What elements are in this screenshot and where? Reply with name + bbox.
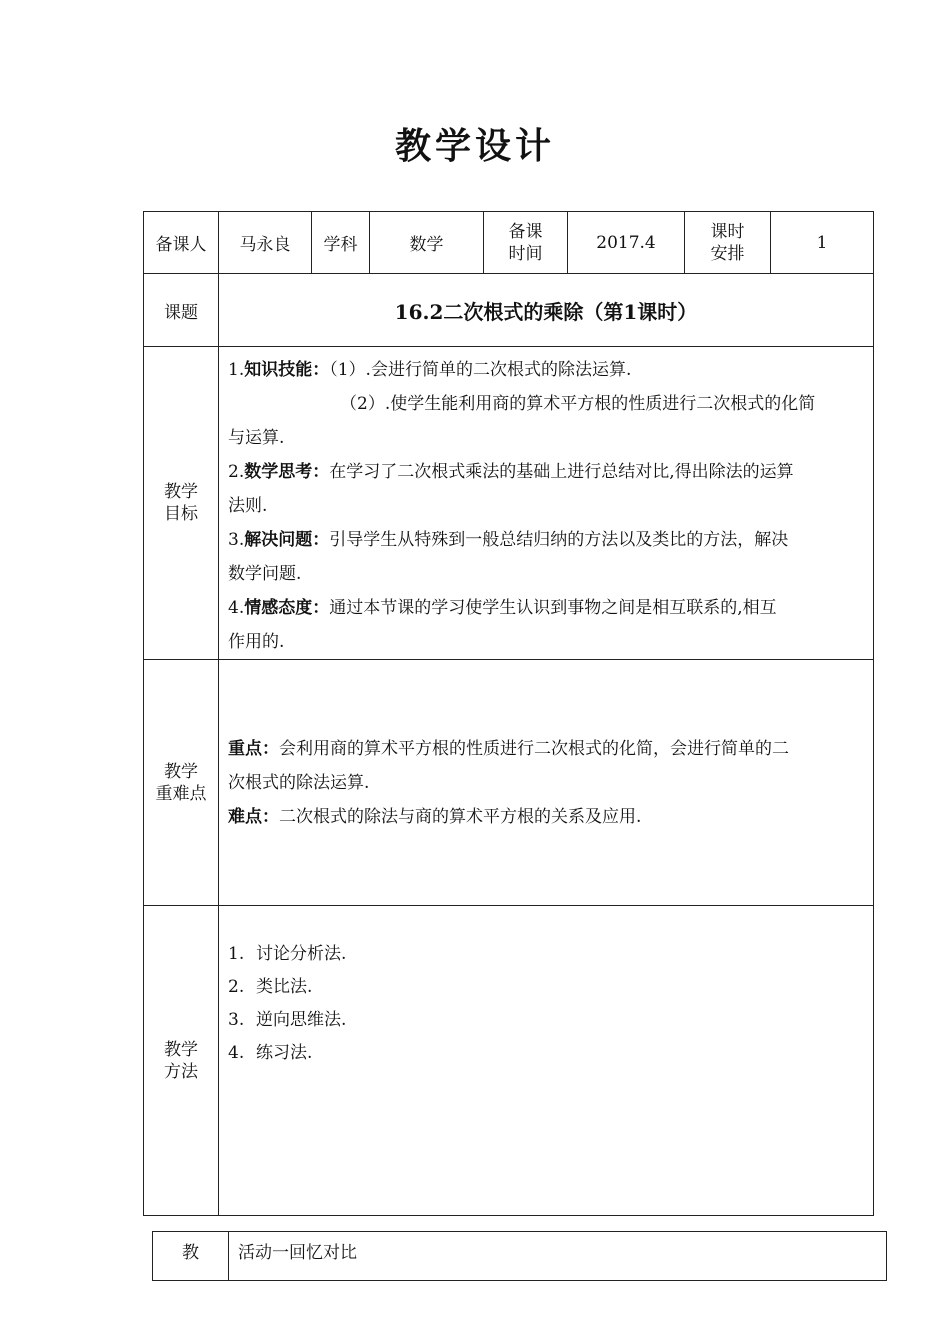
difficulty-line: 难点：二次根式的除法与商的算术平方根的关系及应用. bbox=[228, 806, 642, 827]
topic-label: 课题 bbox=[144, 274, 219, 347]
prep-time-value: 2017.4 bbox=[568, 212, 685, 274]
preparer-label: 备课人 bbox=[144, 212, 219, 274]
key-points-label: 教学 重难点 bbox=[144, 660, 219, 906]
methods-label: 教学 方法 bbox=[144, 906, 219, 1216]
objectives-row bbox=[144, 347, 874, 660]
methods-content bbox=[219, 906, 874, 1216]
lesson-plan-table bbox=[143, 211, 874, 1216]
objective-line: 2.数学思考：在学习了二次根式乘法的基础上进行总结对比,得出除法的运算 bbox=[228, 462, 794, 482]
periods-value: 1 bbox=[771, 212, 874, 274]
subject-label: 学科 bbox=[312, 212, 370, 274]
objectives-content bbox=[219, 347, 874, 660]
topic-row bbox=[144, 274, 874, 347]
objective-line: 作用的. bbox=[228, 632, 285, 652]
activity-title: 活动一回忆对比 bbox=[229, 1232, 887, 1281]
key-points-row bbox=[144, 660, 874, 906]
objective-line: 1.知识技能：（1）.会进行简单的二次根式的除法运算. bbox=[228, 360, 632, 380]
objective-line: 数学问题. bbox=[228, 564, 302, 584]
process-row bbox=[153, 1232, 887, 1281]
objectives-label: 教学 目标 bbox=[144, 347, 219, 660]
subject-value: 数学 bbox=[370, 212, 484, 274]
key-points-content bbox=[219, 660, 874, 906]
objective-line: 3.解决问题：引导学生从特殊到一般总结归纳的方法以及类比的方法，解决 bbox=[228, 530, 789, 550]
key-point-line: 重点：会利用商的算术平方根的性质进行二次根式的化简，会进行简单的二 bbox=[228, 738, 789, 759]
objective-line: （2）.使学生能利用商的算术平方根的性质进行二次根式的化简 bbox=[340, 394, 816, 414]
process-table bbox=[152, 1231, 887, 1281]
method-item: 3. 逆向思维法. bbox=[228, 1010, 347, 1030]
method-item: 1. 讨论分析法. bbox=[228, 944, 347, 964]
methods-row bbox=[144, 906, 874, 1216]
header-row bbox=[144, 212, 874, 274]
objective-line: 法则. bbox=[228, 496, 268, 516]
method-item: 4. 练习法. bbox=[228, 1043, 313, 1063]
periods-label: 课时 安排 bbox=[685, 212, 771, 274]
objective-line: 与运算. bbox=[228, 428, 285, 448]
preparer-value: 马永良 bbox=[219, 212, 312, 274]
page-title: 教学设计 bbox=[394, 125, 555, 167]
prep-time-label: 备课 时间 bbox=[484, 212, 568, 274]
method-item: 2. 类比法. bbox=[228, 977, 313, 997]
objective-line: 4.情感态度：通过本节课的学习使学生认识到事物之间是相互联系的,相互 bbox=[228, 598, 777, 618]
process-label: 教 bbox=[153, 1232, 229, 1281]
key-point-line: 次根式的除法运算. bbox=[228, 772, 370, 793]
topic-value: 16.2二次根式的乘除（第1课时） bbox=[219, 274, 874, 347]
